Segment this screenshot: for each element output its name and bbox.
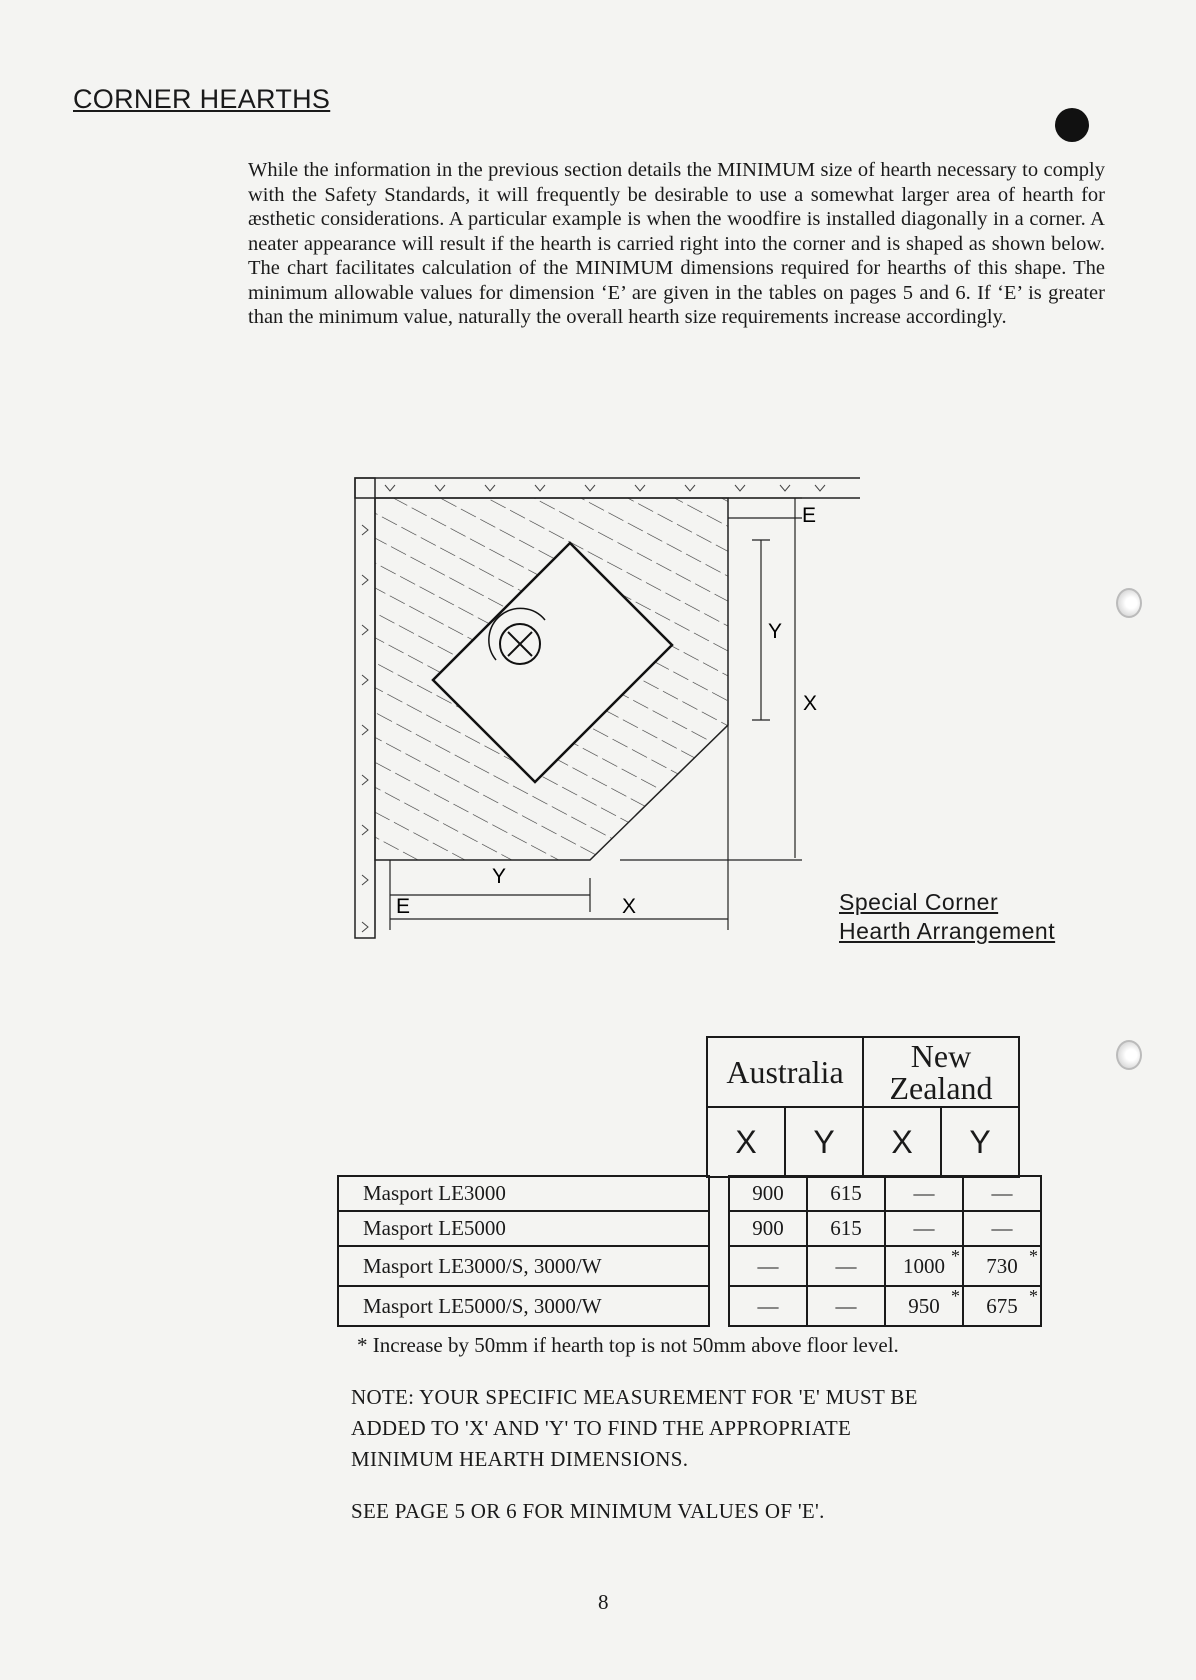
punch-hole-icon — [1116, 1040, 1142, 1070]
header-australia: Australia — [707, 1037, 863, 1107]
header-au-x: X — [707, 1107, 785, 1177]
intro-paragraph: While the information in the previous section details the MINIMUM size of hearth necessary to comply with the Safety Standards, it will frequently be desirable to use a somewhat larger area of hearth for æsthetic considerations. A particular example is when the woodfire is installed diagonally in a corner. A neater appearance will result if the hearth is carried right into the corner and is shaped as shown below. The chart facilitates calculation of the MINIMUM dimensions required for hearths of this shape. The minimum allowable values for dimension ‘E’ are given in the tables on pages 5 and 6. If ‘E’ is greater than the minimum value, naturally the overall hearth size requirements increase accordingly. — [248, 159, 1105, 328]
note-line: MINIMUM HEARTH DIMENSIONS. — [351, 1447, 689, 1471]
diagram-caption — [839, 888, 1055, 946]
asterisk: * — [951, 1286, 960, 1306]
table-header — [706, 1036, 1020, 1178]
asterisk: * — [1029, 1286, 1038, 1306]
dim-label-x-bottom: X — [622, 895, 637, 918]
note-line: ADDED TO 'X' AND 'Y' TO FIND THE APPROPRIATE — [351, 1416, 852, 1440]
table-row: Masport LE5000 900 615 — — — [338, 1211, 1041, 1246]
caption-line: Hearth Arrangement — [839, 918, 1056, 944]
table-row: Masport LE3000 900 615 — — — [338, 1176, 1041, 1211]
dim-label-e-top: E — [802, 504, 817, 527]
dim-label-e-bottom: E — [396, 895, 411, 918]
header-nz-y: Y — [941, 1107, 1019, 1177]
table-row: Masport LE3000/S, 3000/W — — 1000 * 730 * — [338, 1246, 1041, 1286]
corner-hearth-diagram — [340, 470, 860, 950]
header-nz-x: X — [863, 1107, 941, 1177]
dim-label-y-bottom: Y — [492, 865, 507, 888]
page-number: 8 — [598, 1590, 609, 1614]
top-wall — [355, 478, 860, 498]
header-au-y: Y — [785, 1107, 863, 1177]
see-also-note: SEE PAGE 5 OR 6 FOR MINIMUM VALUES OF 'E'. — [351, 1499, 825, 1523]
note-block — [351, 1382, 1051, 1475]
bullet-dot — [1055, 108, 1089, 142]
note-line: NOTE: YOUR SPECIFIC MEASUREMENT FOR 'E' MUST BE — [351, 1385, 918, 1409]
asterisk: * — [951, 1246, 960, 1266]
left-wall — [355, 478, 375, 938]
page-heading: CORNER HEARTHS — [73, 84, 331, 114]
hearth-dimensions-table — [337, 1175, 1042, 1327]
dim-label-x-right: X — [803, 692, 818, 715]
header-new-zealand: New Zealand — [863, 1037, 1019, 1107]
table-row: Masport LE5000/S, 3000/W — — 950 * 675 * — [338, 1286, 1041, 1326]
caption-line: Special Corner — [839, 889, 999, 915]
table-footnote: * Increase by 50mm if hearth top is not 50mm above floor level. — [357, 1333, 899, 1357]
dim-label-y-right: Y — [768, 620, 783, 643]
punch-hole-icon — [1116, 588, 1142, 618]
asterisk: * — [1029, 1246, 1038, 1266]
